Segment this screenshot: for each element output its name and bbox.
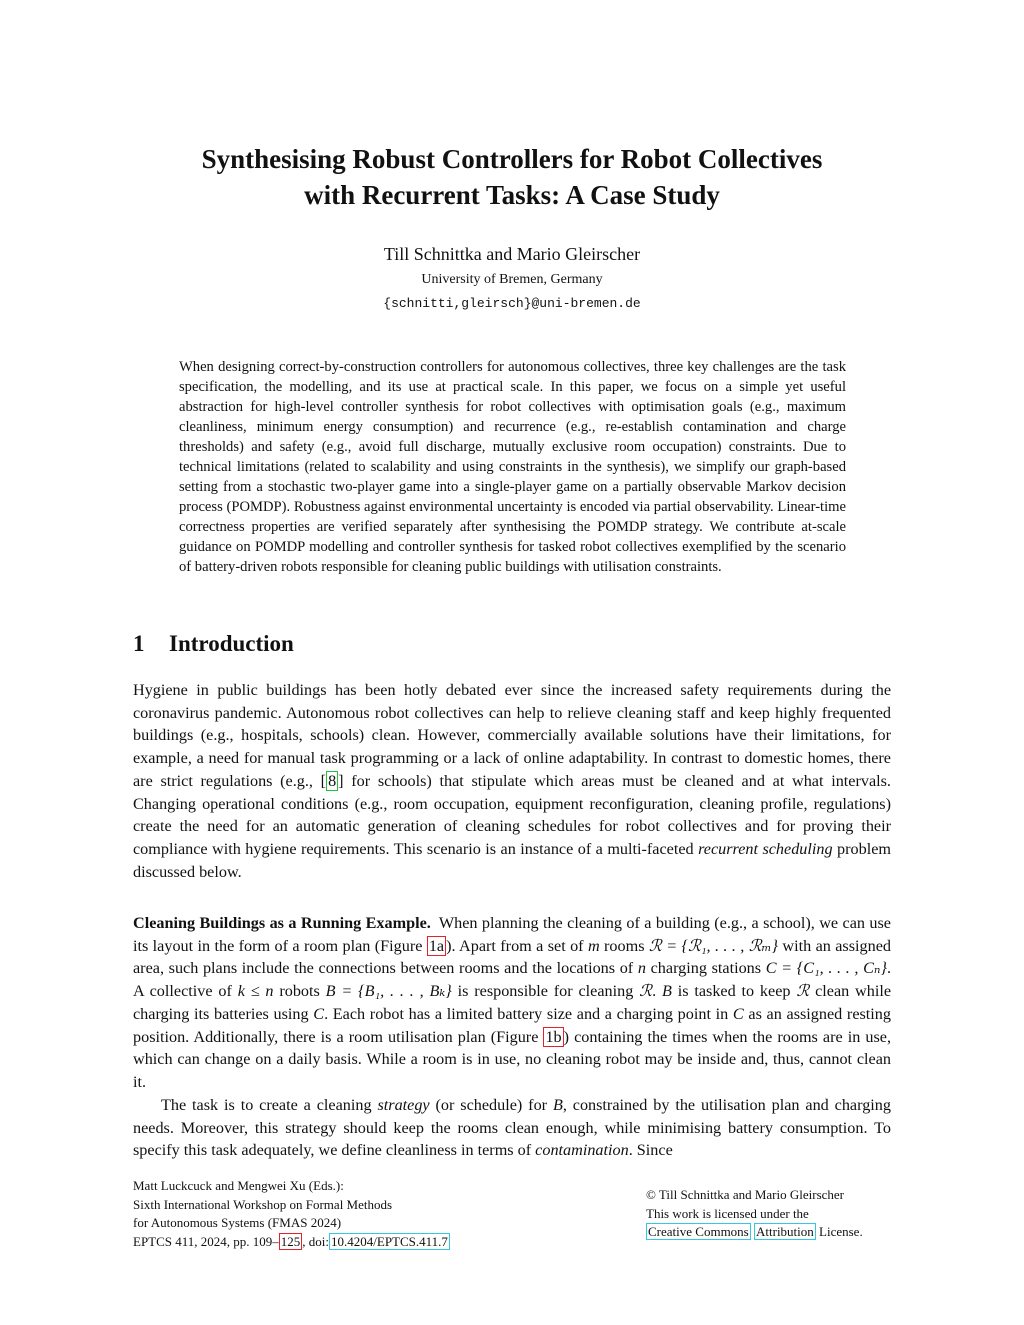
p2-text-h: is responsible for cleaning [451, 982, 640, 1001]
figure-link-1a[interactable]: 1a [428, 936, 445, 955]
math-m: m [587, 936, 600, 955]
running-example-paragraph [133, 912, 891, 1094]
p1-text-c: problem discussed below. [133, 839, 891, 881]
footer-workshop-2: for Autonomous Systems (FMAS 2024) [133, 1215, 342, 1230]
creative-commons-link[interactable]: Creative Commons [648, 1224, 749, 1239]
footer-editors: Matt Luckcuck and Mengwei Xu (Eds.): [133, 1178, 344, 1193]
author-email: {schnitti,gleirsch}@uni-bremen.de [383, 296, 641, 311]
p2-text-d: with an assigned area, such plans include the connections between rooms and the locations of [133, 936, 891, 978]
affiliation: University of Bremen, Germany [421, 272, 603, 287]
math-charging-set: C = {C₁, . . . , Cₙ} [765, 959, 887, 978]
p1-text-b: ] for schools) that stipulate which areas must be cleaned and at what intervals. Changing operational conditions (e.g., room occupation, equipment reconfiguration, cleaning profile, regulations) create the need for an automatic generation of cleaning schedules for robot collectives and for proving their compliance with hygiene requirements. This scenario is an instance of a multi-faceted [133, 771, 891, 858]
math-C: C [313, 1004, 325, 1023]
section-number: 1 [133, 631, 145, 656]
attribution-link[interactable]: Attribution [756, 1224, 814, 1239]
p2-text-o: ) containing the times when the rooms are in use, which can change on a daily basis. While a room is in use, no cleaning robot may be inside and, thus, cannot clean it. [133, 1027, 891, 1091]
p2-text-c: rooms [599, 936, 649, 955]
p2-text-e: charging stations [645, 959, 766, 978]
license-tail: License. [815, 1224, 863, 1239]
math-C-2: C [732, 1004, 744, 1023]
license-links [646, 1223, 863, 1242]
figure-link-1b[interactable]: 1b [545, 1027, 562, 1046]
p3-text-b: (or schedule) for [429, 1096, 553, 1114]
math-rooms-set: ℛ = {ℛ₁, . . . , ℛₘ} [648, 936, 779, 955]
citation-link-8[interactable]: 8 [328, 771, 337, 790]
license-line: This work is licensed under the [646, 1205, 809, 1221]
paragraph-runin-heading: Cleaning Buildings as a Running Example. [133, 914, 431, 932]
math-B: B [661, 982, 672, 1001]
section-title: Introduction [169, 631, 294, 656]
p3-text-c: , constrained by the utilisation plan and charging needs. Moreover, this strategy should keep the rooms clean enough, while minimising battery consumption. To specify this task adequately, we define cleanliness in terms of [133, 1096, 891, 1160]
math-B-3: B [552, 1096, 563, 1114]
abstract: When designing correct-by-construction controllers for autonomous collectives, three key challenges are the task specification, the modelling, and its use at practical scale. In this paper, we focus on a simple yet useful abstraction for high-level controller synthesis for robot collectives with optimisation goals (e.g., maximum cleanliness, minimum energy consumption) and recurrence (e.g., re-establish contamination and charge thresholds) and safety (e.g., avoid full discharge, mutually exclusive room occupation) constraints. Due to technical limitations (related to scalability and using constraints in the synthesis), we simplify our graph-based setting from a stochastic two-player game into a single-player game on a partially observable Markov decision process (POMDP). Robustness against environmental uncertainty is encoded via partial observability. Linear-time correctness properties are verified separately after synthesising the POMDP strategy. We contribute at-scale guidance on POMDP modelling and controller synthesis for tasked robot collectives exemplified by the scenario of battery-driven robots responsible for cleaning public buildings with utilisation constraints. [179, 359, 846, 575]
p3-emphasis-contamination: contamination [535, 1141, 629, 1160]
p2-text-k: clean while charging its batteries using [133, 982, 892, 1023]
p3-text-a: The task is to create a cleaning [161, 1096, 378, 1114]
last-page-link[interactable]: 125 [280, 1233, 301, 1249]
task-paragraph [133, 1094, 891, 1162]
p3-text-d: . Since [628, 1141, 673, 1160]
p2-text-g: robots [273, 982, 326, 1001]
authors: Till Schnittka and Mario Gleirscher [383, 244, 641, 264]
footer-workshop: Sixth International Workshop on Formal Methods [133, 1196, 393, 1212]
math-n: n [637, 959, 646, 978]
section-heading-introduction [133, 631, 294, 657]
p2-text-j: is tasked to keep [671, 982, 797, 1001]
intro-paragraph-1 [133, 679, 891, 883]
math-R: ℛ [639, 982, 653, 1001]
math-robots-set: B = {B₁, . . . , Bₖ} [325, 982, 452, 1001]
p2-text-n: as an assigned resting position. Additionally, there is a room utilisation plan (Figure [133, 1004, 891, 1046]
footer-license [646, 1186, 863, 1242]
p2-text-b: ). Apart from a set of [446, 936, 588, 955]
title-line-1: Synthesising Robust Controllers for Robot Collectives [201, 144, 823, 174]
p2-text-a: When planning the cleaning of a building (e.g., a school), we can use its layout in the form of a room plan (Figure [133, 914, 891, 955]
math-R-2: ℛ [796, 982, 810, 1001]
paper-title [120, 141, 904, 213]
footer-doi-label: , doi: [302, 1233, 330, 1249]
footer-eptcs [133, 1233, 450, 1252]
footer-eptcs-text: EPTCS 411, 2024, pp. 109– [133, 1233, 279, 1249]
title-line-2: with Recurrent Tasks: A Case Study [304, 180, 720, 210]
copyright-line: © Till Schnittka and Mario Gleirscher [646, 1187, 844, 1202]
footer-publication-info [133, 1177, 450, 1251]
p2-text-f: . A collective of [133, 959, 892, 1001]
p3-emphasis-strategy: strategy [377, 1096, 430, 1114]
p1-emphasis: recurrent scheduling [698, 839, 833, 858]
doi-link[interactable]: 10.4204/EPTCS.411.7 [331, 1233, 448, 1249]
p2-text-l: . Each robot has a limited battery size and a charging point in [324, 1004, 733, 1023]
p2-text-i: . [652, 982, 662, 1001]
math-k-le-n: k ≤ n [237, 982, 274, 1001]
p1-text-a: Hygiene in public buildings has been hotly debated ever since the increased safety requirements during the coronavirus pandemic. Autonomous robot collectives can help to relieve cleaning staff and keep highly frequented buildings (e.g., hospitals, schools) clean. However, commercially available solutions have their limitations, for example, a need for manual task programming or a lack of online adaptability. In contrast to domestic homes, there are strict regulations (e.g., [ [133, 681, 891, 790]
